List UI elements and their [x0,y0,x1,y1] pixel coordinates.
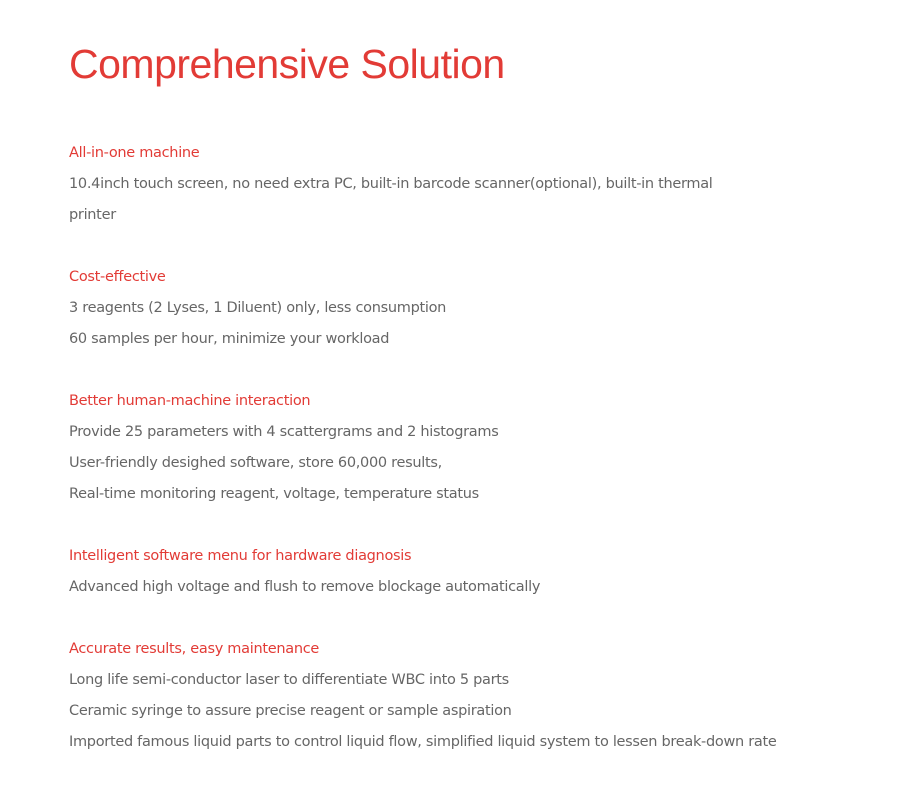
section-line: 3 reagents (2 Lyses, 1 Diluent) only, less consumption [69,300,447,316]
section-heading: All-in-one machine [69,145,200,161]
feature-sections [69,138,889,789]
section-line: Advanced high voltage and flush to remove blockage automatically [69,579,541,595]
section-human-machine [69,386,889,510]
section-all-in-one [69,138,889,231]
section-line: Ceramic syringe to assure precise reagent or sample aspiration [69,703,512,719]
section-accurate-results [69,634,889,758]
section-cost-effective [69,262,889,355]
section-line: Long life semi-conductor laser to differentiate WBC into 5 parts [69,672,509,688]
section-line: Imported famous liquid parts to control liquid flow, simplified liquid system to lessen break-down rate [69,734,777,750]
section-line: printer [69,207,116,223]
section-heading: Cost-effective [69,269,166,285]
section-line: Real-time monitoring reagent, voltage, temperature status [69,486,479,502]
section-heading: Better human-machine interaction [69,393,311,409]
section-line: 60 samples per hour, minimize your workload [69,331,390,347]
section-line: Provide 25 parameters with 4 scattergrams and 2 histograms [69,424,499,440]
section-intelligent-software [69,541,889,603]
section-line: User-friendly desighed software, store 60,000 results, [69,455,442,471]
section-line: 10.4inch touch screen, no need extra PC, built-in barcode scanner(optional), built-in thermal [69,176,713,192]
section-heading: Intelligent software menu for hardware diagnosis [69,548,412,564]
section-heading: Accurate results, easy maintenance [69,641,320,657]
page-title: Comprehensive Solution [69,41,505,87]
